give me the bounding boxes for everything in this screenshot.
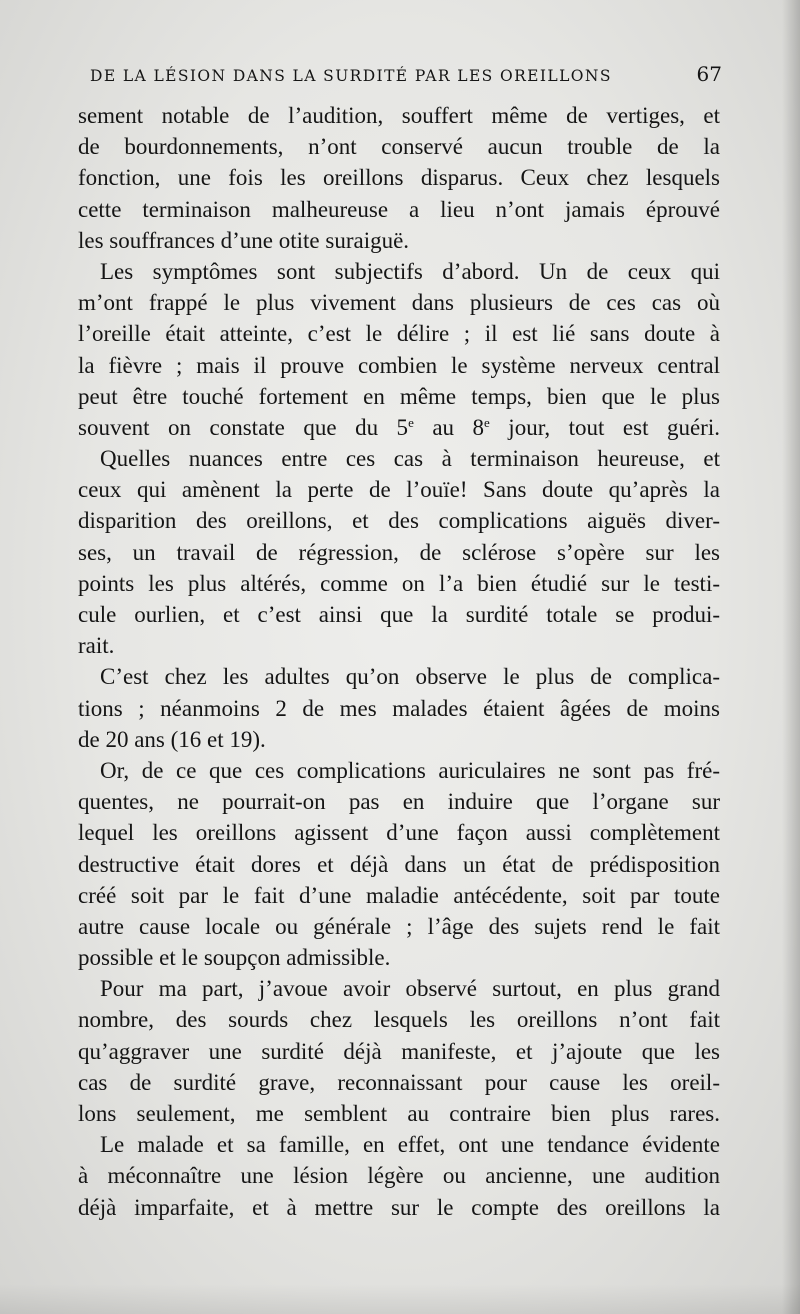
text-line: C’est chez les adultes qu’on observe le plus de complica- (100, 664, 720, 690)
text-line: points les plus altérés, comme on l’a bien étudié sur le testi- (78, 570, 720, 596)
text-line: Le malade et sa famille, en effet, ont une tendance évidente (100, 1132, 720, 1158)
page-edge-shadow (782, 0, 800, 1314)
text-line: disparition des oreillons, et des complications aiguës diver- (78, 508, 720, 534)
text-line: cette terminaison malheureuse a lieu n’ont jamais éprouvé (78, 196, 720, 222)
text-line-with-superscripts (78, 412, 720, 443)
text-line: créé soit par le fait d’une maladie antécédente, soit par toute (78, 882, 720, 908)
text-segment: jour, tout est guéri. (489, 414, 720, 440)
text-line: autre cause locale ou générale ; l’âge des sujets rend le fait (78, 913, 720, 939)
text-line: cas de surdité grave, reconnaissant pour cause les oreil- (78, 1069, 720, 1095)
text-line: destructive était dores et déjà dans un état de prédisposition (78, 851, 720, 877)
text-line: lons seulement, me semblent au contraire bien plus rares. (78, 1101, 720, 1126)
text-line: Quelles nuances entre ces cas à terminaison heureuse, et (100, 446, 720, 472)
text-line: rait. (78, 633, 115, 659)
text-line: de 20 ans (16 et 19). (78, 726, 266, 752)
page-bottom-shadow (0, 1284, 800, 1314)
page-number: 67 (696, 62, 722, 86)
text-line: m’ont frappé le plus vivement dans plusieurs de ces cas où (78, 290, 720, 316)
text-line: lequel les oreillons agissent d’une façon aussi complètement (78, 820, 720, 846)
text-segment: au 8 (413, 414, 485, 440)
text-line: la fièvre ; mais il prouve combien le système nerveux central (78, 352, 720, 378)
text-line: de bourdonnements, n’ont conservé aucun trouble de la (78, 134, 720, 160)
text-line: l’oreille était atteinte, c’est le délire ; il est lié sans doute à (78, 321, 720, 347)
text-line: Les symptômes sont subjectifs d’abord. Un de ceux qui (100, 258, 720, 284)
superscript: e (408, 414, 414, 430)
text-line: sement notable de l’audition, souffert même de vertiges, et (78, 103, 720, 128)
text-line: ceux qui amènent la perte de l’ouïe! Sans doute qu’après la (78, 477, 720, 503)
text-line: possible et le soupçon admissible. (78, 945, 391, 971)
text-line: nombre, des sourds chez lesquels les oreillons n’ont fait (78, 1007, 720, 1033)
text-line: qu’aggraver une surdité déjà manifeste, et j’ajoute que les (78, 1038, 720, 1064)
text-line: déjà imparfaite, et à mettre sur le compte des oreillons la (78, 1194, 720, 1220)
text-line: ses, un travail de régression, de sclérose s’opère sur les (78, 539, 720, 565)
running-title: DE LA LÉSION DANS LA SURDITÉ PAR LES OREILLONS (90, 67, 612, 85)
text-line: fonction, une fois les oreillons disparus. Ceux chez lesquels (78, 165, 720, 191)
text-line: quentes, ne pourrait-on pas en induire que l’organe sur (78, 789, 720, 815)
text-segment: souvent on constate que du 5 (78, 414, 409, 440)
text-line: peut être touché fortement en même temps, bien que le plus (78, 383, 720, 409)
text-line: à méconnaître une lésion légère ou ancienne, une audition (78, 1163, 720, 1189)
text-line: Or, de ce que ces complications auriculaires ne sont pas fré- (100, 757, 720, 783)
body-text (78, 100, 720, 1223)
superscript: e (484, 414, 490, 430)
text-line: les souffrances d’une otite suraiguë. (78, 227, 410, 253)
text-line: Pour ma part, j’avoue avoir observé surtout, en plus grand (100, 976, 720, 1002)
text-line: tions ; néanmoins 2 de mes malades étaient âgées de moins (78, 695, 720, 721)
text-line: cule ourlien, et c’est ainsi que la surdité totale se produi- (78, 602, 720, 627)
page-header (90, 62, 722, 90)
